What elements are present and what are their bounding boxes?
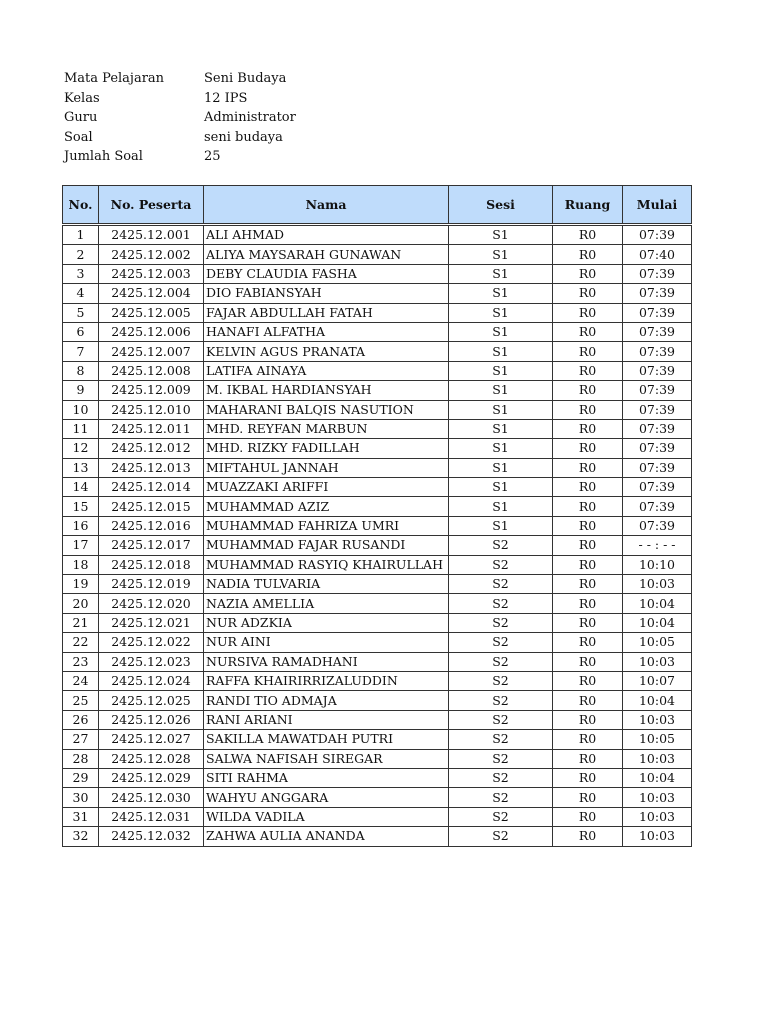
cell-ruang: R0	[553, 226, 623, 245]
cell-nama: RAFFA KHAIRIRRIZALUDDIN	[204, 671, 449, 690]
cell-no: 13	[63, 458, 99, 477]
info-label: Jumlah Soal	[64, 149, 143, 165]
cell-no: 21	[63, 613, 99, 632]
cell-ruang: R0	[553, 827, 623, 846]
cell-ruang: R0	[553, 342, 623, 361]
cell-nama: SALWA NAFISAH SIREGAR	[204, 749, 449, 768]
cell-ruang: R0	[553, 807, 623, 826]
cell-ruang: R0	[553, 419, 623, 438]
cell-mulai: 10:03	[623, 788, 692, 807]
cell-nama: MUHAMMAD FAHRIZA UMRI	[204, 516, 449, 535]
cell-nama: MUHAMMAD FAJAR RUSANDI	[204, 536, 449, 555]
cell-nama: MAHARANI BALQIS NASUTION	[204, 400, 449, 419]
cell-no-peserta: 2425.12.025	[99, 691, 204, 710]
cell-mulai: 10:04	[623, 613, 692, 632]
cell-ruang: R0	[553, 264, 623, 283]
cell-ruang: R0	[553, 497, 623, 516]
cell-no-peserta: 2425.12.032	[99, 827, 204, 846]
table-row	[63, 633, 692, 652]
participant-table	[62, 185, 692, 847]
cell-no: 22	[63, 633, 99, 652]
cell-no: 2	[63, 245, 99, 264]
cell-no-peserta: 2425.12.029	[99, 768, 204, 787]
cell-sesi: S2	[449, 691, 553, 710]
cell-mulai: 07:39	[623, 322, 692, 341]
cell-no-peserta: 2425.12.030	[99, 788, 204, 807]
cell-mulai: 10:03	[623, 807, 692, 826]
cell-sesi: S1	[449, 381, 553, 400]
table-row	[63, 575, 692, 594]
cell-mulai: 07:39	[623, 342, 692, 361]
cell-ruang: R0	[553, 245, 623, 264]
cell-nama: MHD. REYFAN MARBUN	[204, 419, 449, 438]
cell-nama: DIO FABIANSYAH	[204, 284, 449, 303]
table-row	[63, 264, 692, 283]
info-label: Soal	[64, 129, 93, 145]
cell-ruang: R0	[553, 710, 623, 729]
info-row	[64, 89, 296, 109]
cell-sesi: S2	[449, 575, 553, 594]
cell-no: 4	[63, 284, 99, 303]
column-header-nama: Nama	[204, 186, 449, 224]
column-header-ruang: Ruang	[553, 186, 623, 224]
cell-sesi: S1	[449, 458, 553, 477]
cell-ruang: R0	[553, 303, 623, 322]
table-row	[63, 594, 692, 613]
cell-sesi: S1	[449, 419, 553, 438]
cell-nama: WILDA VADILA	[204, 807, 449, 826]
cell-sesi: S2	[449, 788, 553, 807]
cell-no-peserta: 2425.12.011	[99, 419, 204, 438]
cell-no: 15	[63, 497, 99, 516]
table-row	[63, 419, 692, 438]
info-label: Mata Pelajaran	[64, 71, 165, 87]
cell-mulai: 10:04	[623, 691, 692, 710]
cell-nama: NAZIA AMELLIA	[204, 594, 449, 613]
cell-sesi: S2	[449, 613, 553, 632]
table-row	[63, 652, 692, 671]
cell-nama: M. IKBAL HARDIANSYAH	[204, 381, 449, 400]
table-row	[63, 322, 692, 341]
table-row	[63, 478, 692, 497]
table-row	[63, 381, 692, 400]
cell-mulai: 07:39	[623, 478, 692, 497]
cell-sesi: S1	[449, 439, 553, 458]
cell-no: 8	[63, 361, 99, 380]
cell-no: 14	[63, 478, 99, 497]
cell-ruang: R0	[553, 400, 623, 419]
cell-no-peserta: 2425.12.023	[99, 652, 204, 671]
cell-mulai: 10:04	[623, 768, 692, 787]
cell-no: 10	[63, 400, 99, 419]
table-row	[63, 497, 692, 516]
info-row	[64, 108, 296, 128]
info-row	[64, 147, 296, 167]
cell-nama: NUR ADZKIA	[204, 613, 449, 632]
cell-no-peserta: 2425.12.008	[99, 361, 204, 380]
cell-nama: HANAFI ALFATHA	[204, 322, 449, 341]
cell-ruang: R0	[553, 478, 623, 497]
table-header-row	[63, 186, 692, 224]
cell-mulai: 10:07	[623, 671, 692, 690]
cell-ruang: R0	[553, 439, 623, 458]
cell-no-peserta: 2425.12.021	[99, 613, 204, 632]
cell-no: 29	[63, 768, 99, 787]
cell-mulai: 07:39	[623, 226, 692, 245]
cell-no: 5	[63, 303, 99, 322]
cell-ruang: R0	[553, 594, 623, 613]
table-row	[63, 284, 692, 303]
cell-ruang: R0	[553, 749, 623, 768]
cell-ruang: R0	[553, 691, 623, 710]
cell-no: 30	[63, 788, 99, 807]
cell-sesi: S2	[449, 671, 553, 690]
cell-nama: FAJAR ABDULLAH FATAH	[204, 303, 449, 322]
cell-mulai: - - : - -	[623, 536, 692, 555]
info-value: Administrator	[204, 110, 296, 126]
cell-ruang: R0	[553, 633, 623, 652]
cell-no-peserta: 2425.12.016	[99, 516, 204, 535]
cell-no-peserta: 2425.12.009	[99, 381, 204, 400]
info-value: 25	[204, 149, 221, 165]
cell-no: 3	[63, 264, 99, 283]
cell-no: 7	[63, 342, 99, 361]
table-row	[63, 400, 692, 419]
info-label: Guru	[64, 110, 98, 126]
info-row	[64, 69, 296, 89]
table-row	[63, 555, 692, 574]
cell-no: 28	[63, 749, 99, 768]
cell-nama: RANI ARIANI	[204, 710, 449, 729]
cell-ruang: R0	[553, 361, 623, 380]
cell-mulai: 07:39	[623, 303, 692, 322]
table-row	[63, 788, 692, 807]
cell-mulai: 07:39	[623, 264, 692, 283]
cell-nama: ALIYA MAYSARAH GUNAWAN	[204, 245, 449, 264]
cell-sesi: S2	[449, 749, 553, 768]
cell-ruang: R0	[553, 788, 623, 807]
cell-mulai: 07:40	[623, 245, 692, 264]
cell-no-peserta: 2425.12.028	[99, 749, 204, 768]
table-row	[63, 516, 692, 535]
cell-mulai: 07:39	[623, 516, 692, 535]
cell-sesi: S1	[449, 322, 553, 341]
cell-sesi: S2	[449, 827, 553, 846]
cell-mulai: 10:04	[623, 594, 692, 613]
cell-mulai: 07:39	[623, 439, 692, 458]
cell-no-peserta: 2425.12.014	[99, 478, 204, 497]
cell-mulai: 07:39	[623, 458, 692, 477]
cell-mulai: 07:39	[623, 419, 692, 438]
cell-nama: LATIFA AINAYA	[204, 361, 449, 380]
cell-nama: DEBY CLAUDIA FASHA	[204, 264, 449, 283]
cell-mulai: 10:03	[623, 827, 692, 846]
cell-sesi: S2	[449, 555, 553, 574]
cell-ruang: R0	[553, 516, 623, 535]
cell-mulai: 10:05	[623, 730, 692, 749]
cell-nama: WAHYU ANGGARA	[204, 788, 449, 807]
cell-mulai: 10:03	[623, 710, 692, 729]
cell-sesi: S2	[449, 807, 553, 826]
cell-no-peserta: 2425.12.026	[99, 710, 204, 729]
cell-mulai: 07:39	[623, 381, 692, 400]
table-row	[63, 439, 692, 458]
cell-no-peserta: 2425.12.013	[99, 458, 204, 477]
cell-sesi: S1	[449, 361, 553, 380]
cell-no: 16	[63, 516, 99, 535]
table-row	[63, 361, 692, 380]
cell-nama: MHD. RIZKY FADILLAH	[204, 439, 449, 458]
cell-ruang: R0	[553, 671, 623, 690]
cell-no-peserta: 2425.12.004	[99, 284, 204, 303]
cell-no: 26	[63, 710, 99, 729]
column-header-mulai: Mulai	[623, 186, 692, 224]
cell-nama: MUHAMMAD RASYIQ KHAIRULLAH	[204, 555, 449, 574]
cell-no: 1	[63, 226, 99, 245]
column-header-no: No.	[63, 186, 99, 224]
cell-nama: NURSIVA RAMADHANI	[204, 652, 449, 671]
cell-no: 17	[63, 536, 99, 555]
cell-mulai: 10:05	[623, 633, 692, 652]
cell-sesi: S2	[449, 633, 553, 652]
cell-no: 6	[63, 322, 99, 341]
table-row	[63, 613, 692, 632]
cell-no-peserta: 2425.12.018	[99, 555, 204, 574]
cell-sesi: S1	[449, 342, 553, 361]
cell-ruang: R0	[553, 575, 623, 594]
cell-no: 11	[63, 419, 99, 438]
info-row	[64, 128, 296, 148]
cell-ruang: R0	[553, 652, 623, 671]
cell-no-peserta: 2425.12.027	[99, 730, 204, 749]
cell-no-peserta: 2425.12.006	[99, 322, 204, 341]
cell-nama: SITI RAHMA	[204, 768, 449, 787]
cell-no: 19	[63, 575, 99, 594]
cell-no-peserta: 2425.12.022	[99, 633, 204, 652]
column-header-no-peserta: No. Peserta	[99, 186, 204, 224]
cell-no: 12	[63, 439, 99, 458]
cell-no: 9	[63, 381, 99, 400]
cell-sesi: S1	[449, 400, 553, 419]
cell-nama: NUR AINI	[204, 633, 449, 652]
cell-no: 18	[63, 555, 99, 574]
cell-no: 27	[63, 730, 99, 749]
cell-ruang: R0	[553, 322, 623, 341]
cell-mulai: 07:39	[623, 400, 692, 419]
cell-sesi: S2	[449, 652, 553, 671]
table-row	[63, 245, 692, 264]
cell-nama: RANDI TIO ADMAJA	[204, 691, 449, 710]
table-row	[63, 730, 692, 749]
cell-mulai: 07:39	[623, 361, 692, 380]
table-row	[63, 691, 692, 710]
cell-sesi: S1	[449, 303, 553, 322]
cell-sesi: S2	[449, 768, 553, 787]
table-row	[63, 671, 692, 690]
cell-ruang: R0	[553, 768, 623, 787]
info-value: Seni Budaya	[204, 71, 287, 87]
cell-mulai: 10:03	[623, 575, 692, 594]
info-value: seni budaya	[204, 129, 283, 145]
table-row	[63, 226, 692, 245]
cell-ruang: R0	[553, 458, 623, 477]
cell-no-peserta: 2425.12.024	[99, 671, 204, 690]
cell-no: 32	[63, 827, 99, 846]
cell-no: 24	[63, 671, 99, 690]
table-row	[63, 749, 692, 768]
cell-sesi: S1	[449, 284, 553, 303]
cell-no-peserta: 2425.12.017	[99, 536, 204, 555]
cell-sesi: S1	[449, 264, 553, 283]
cell-no-peserta: 2425.12.015	[99, 497, 204, 516]
table-row	[63, 768, 692, 787]
cell-no-peserta: 2425.12.001	[99, 226, 204, 245]
cell-nama: MIFTAHUL JANNAH	[204, 458, 449, 477]
cell-sesi: S1	[449, 478, 553, 497]
cell-no-peserta: 2425.12.031	[99, 807, 204, 826]
table-row	[63, 342, 692, 361]
cell-sesi: S1	[449, 516, 553, 535]
cell-nama: MUHAMMAD AZIZ	[204, 497, 449, 516]
column-header-sesi: Sesi	[449, 186, 553, 224]
cell-no-peserta: 2425.12.007	[99, 342, 204, 361]
cell-ruang: R0	[553, 381, 623, 400]
cell-no-peserta: 2425.12.002	[99, 245, 204, 264]
cell-sesi: S2	[449, 536, 553, 555]
cell-sesi: S2	[449, 730, 553, 749]
cell-sesi: S2	[449, 710, 553, 729]
table-row	[63, 536, 692, 555]
cell-sesi: S1	[449, 226, 553, 245]
cell-nama: ZAHWA AULIA ANANDA	[204, 827, 449, 846]
cell-mulai: 10:10	[623, 555, 692, 574]
table-row	[63, 827, 692, 846]
cell-no-peserta: 2425.12.003	[99, 264, 204, 283]
table-row	[63, 710, 692, 729]
cell-nama: SAKILLA MAWATDAH PUTRI	[204, 730, 449, 749]
info-value: 12 IPS	[204, 90, 248, 106]
cell-no: 25	[63, 691, 99, 710]
cell-nama: NADIA TULVARIA	[204, 575, 449, 594]
cell-sesi: S1	[449, 497, 553, 516]
exam-info	[64, 69, 296, 167]
cell-nama: MUAZZAKI ARIFFI	[204, 478, 449, 497]
cell-no-peserta: 2425.12.020	[99, 594, 204, 613]
cell-ruang: R0	[553, 730, 623, 749]
cell-nama: KELVIN AGUS PRANATA	[204, 342, 449, 361]
info-label: Kelas	[64, 90, 100, 106]
cell-mulai: 10:03	[623, 749, 692, 768]
cell-no-peserta: 2425.12.005	[99, 303, 204, 322]
cell-no-peserta: 2425.12.010	[99, 400, 204, 419]
cell-mulai: 07:39	[623, 284, 692, 303]
cell-no: 23	[63, 652, 99, 671]
cell-ruang: R0	[553, 613, 623, 632]
table-row	[63, 303, 692, 322]
cell-mulai: 10:03	[623, 652, 692, 671]
cell-no: 31	[63, 807, 99, 826]
table-row	[63, 458, 692, 477]
cell-ruang: R0	[553, 536, 623, 555]
cell-no: 20	[63, 594, 99, 613]
cell-sesi: S2	[449, 594, 553, 613]
cell-nama: ALI AHMAD	[204, 226, 449, 245]
table-row	[63, 807, 692, 826]
cell-no-peserta: 2425.12.012	[99, 439, 204, 458]
cell-ruang: R0	[553, 555, 623, 574]
cell-mulai: 07:39	[623, 497, 692, 516]
cell-sesi: S1	[449, 245, 553, 264]
cell-ruang: R0	[553, 284, 623, 303]
cell-no-peserta: 2425.12.019	[99, 575, 204, 594]
